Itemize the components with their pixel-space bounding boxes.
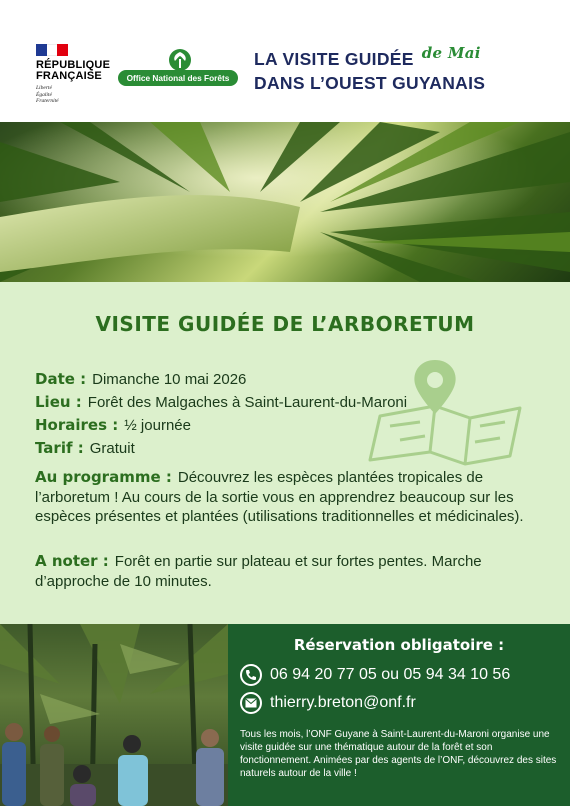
price-row xyxy=(35,439,135,457)
title-line1-text: LA VISITE GUIDÉE xyxy=(254,49,414,69)
reservation-description: Tous les mois, l’ONF Guyane à Saint-Laurent-du-Maroni organise une visite guidée sur une thématique autour de la forêt et son fonctionnement. Animées par des agents de l’ONF, découvrez des sites naturels autour de la ville ! xyxy=(240,729,557,779)
republic-motto xyxy=(36,85,116,105)
date-row xyxy=(35,370,246,388)
date-label: Date : xyxy=(35,370,87,388)
email-link[interactable]: thierry.breton@onf.fr xyxy=(270,694,416,711)
motto-fraternite: Fraternité xyxy=(36,98,59,104)
forest-group-photo xyxy=(0,624,228,806)
onf-tree-icon xyxy=(168,48,192,72)
info-section xyxy=(0,282,570,624)
price-label: Tarif : xyxy=(35,439,84,457)
program-paragraph xyxy=(35,468,550,527)
envelope-icon xyxy=(240,692,262,714)
info-title: VISITE GUIDÉE DE L’ARBORETUM xyxy=(95,312,475,336)
email-row xyxy=(240,692,416,714)
place-row xyxy=(35,393,407,411)
place-value: Forêt des Malgaches à Saint-Laurent-du-Maroni xyxy=(87,394,408,411)
phone-row xyxy=(240,664,510,686)
motto-egalite: Égalité xyxy=(36,91,52,98)
republic-name-line2: FRANÇAISE xyxy=(36,70,102,82)
program-label: Au programme : xyxy=(35,468,172,486)
phone-numbers[interactable]: 06 94 20 77 05 ou 05 94 34 10 56 xyxy=(270,666,511,683)
note-text: Forêt en partie sur plateau et sur fortes pentes. Marche d’approche de 10 minutes. xyxy=(35,553,482,590)
reservation-title: Réservation obligatoire : xyxy=(293,636,505,654)
place-label: Lieu : xyxy=(35,393,82,411)
price-value: Gratuit xyxy=(89,440,135,457)
republique-francaise-logo xyxy=(36,44,116,105)
note-paragraph xyxy=(35,552,550,591)
palm-leaves-illustration xyxy=(0,122,570,282)
french-flag-icon xyxy=(36,44,68,56)
hours-label: Horaires : xyxy=(35,416,119,434)
reservation-box xyxy=(228,624,570,806)
palm-leaves-photo xyxy=(0,122,570,282)
republic-name-line1: RÉPUBLIQUE xyxy=(36,59,111,71)
phone-icon xyxy=(240,664,262,686)
note-label: A noter : xyxy=(35,552,109,570)
onf-logo xyxy=(118,48,238,92)
header-title xyxy=(254,44,554,95)
program-text: Découvrez les espèces plantées tropicales de l’arboretum ! Au cours de la sortie vous en apprendrez beaucoup sur les espèces présentes et plantées (utilisations traditionnelles et médicinales). xyxy=(35,469,524,525)
forest-group-illustration xyxy=(0,624,228,806)
onf-label: Office National des Forêts xyxy=(126,73,230,83)
title-script: de Mai xyxy=(421,44,481,62)
motto-liberte: Liberté xyxy=(36,85,52,91)
map-pin-icon xyxy=(360,356,530,466)
onf-badge xyxy=(118,70,238,86)
hours-row xyxy=(35,416,191,434)
date-value: Dimanche 10 mai 2026 xyxy=(92,371,247,388)
header xyxy=(0,0,570,122)
hours-value: ½ journée xyxy=(124,417,191,434)
header-title-line1 xyxy=(254,44,554,71)
header-title-line2: DANS L’OUEST GUYANAIS xyxy=(254,73,486,93)
